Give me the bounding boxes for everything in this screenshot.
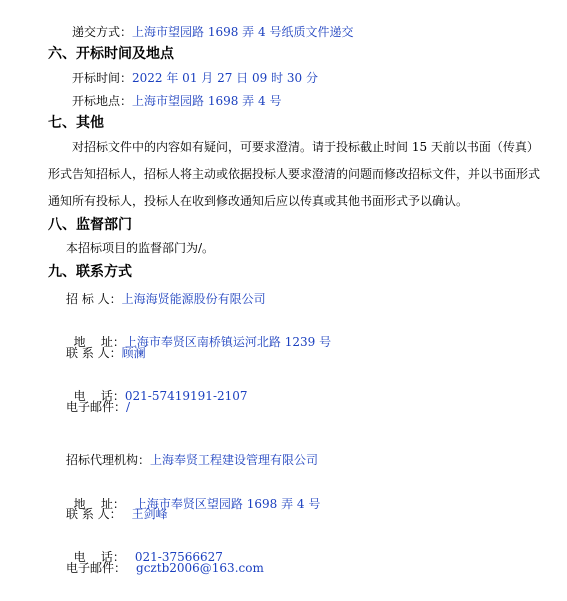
agency-phone-label: 电 话： bbox=[73, 550, 125, 564]
tenderer-contact-label: 联 系 人： bbox=[66, 346, 122, 360]
tenderer-email-line bbox=[66, 399, 130, 415]
agency-email-line bbox=[66, 560, 264, 576]
tenderer-email-label: 电子邮件： bbox=[66, 400, 127, 414]
opening-time-line bbox=[72, 70, 318, 86]
agency-email-value: gcztb2006@163.com bbox=[136, 561, 264, 575]
submission-value: 上海市望园路 1698 弄 4 号纸质文件递交 bbox=[132, 25, 354, 39]
tenderer-name-value: 上海海贤能源股份有限公司 bbox=[121, 292, 266, 306]
tenderer-phone-label: 电 话： bbox=[73, 389, 125, 403]
opening-time-value: 2022 年 01 月 27 日 09 时 30 分 bbox=[132, 71, 318, 85]
tenderer-address-label: 地 址： bbox=[73, 335, 125, 349]
section-7-heading: 七、其他 bbox=[48, 115, 104, 131]
submission-line bbox=[72, 24, 353, 40]
opening-place-line bbox=[72, 93, 281, 109]
tenderer-address-value: 上海市奉贤区南桥镇运河北路 1239 号 bbox=[124, 335, 332, 349]
section-7-text: 对招标文件中的内容如有疑问，可要求澄清。请于投标截止时间 15 天前以书面（传真）形式告知招标人，招标人将主动或依据投标人要求澄清的问题而修改招标文件，并以书面形式通知所有投标人，投标人在收到修改通知后应以传真或其他书面形式予以确认。 bbox=[48, 140, 541, 208]
tenderer-contact-value: 顾澜 bbox=[121, 346, 146, 360]
tenderer-email-value: / bbox=[126, 400, 131, 414]
agency-name-value: 上海奉贤工程建设管理有限公司 bbox=[150, 453, 319, 467]
tenderer-contact-line bbox=[66, 345, 146, 361]
section-6-heading: 六、开标时间及地点 bbox=[48, 46, 174, 62]
section-9-heading: 九、联系方式 bbox=[48, 264, 132, 280]
section-8-heading: 八、监督部门 bbox=[48, 217, 132, 233]
agency-contact-line bbox=[66, 506, 168, 522]
agency-name-label: 招标代理机构： bbox=[66, 453, 151, 467]
agency-contact-value: 王剑峰 bbox=[131, 507, 168, 521]
opening-place-label: 开标地点： bbox=[72, 94, 133, 108]
submission-label: 递交方式： bbox=[72, 25, 133, 39]
opening-time-label: 开标时间： bbox=[72, 71, 133, 85]
tenderer-name-label: 招 标 人： bbox=[66, 292, 122, 306]
agency-address-value: 上海市奉贤区望园路 1698 弄 4 号 bbox=[134, 497, 321, 511]
agency-email-label: 电子邮件： bbox=[66, 561, 127, 575]
tenderer-phone-value: 021-57419191-2107 bbox=[124, 389, 248, 403]
tenderer-name-line bbox=[66, 291, 266, 307]
opening-place-value: 上海市望园路 1698 弄 4 号 bbox=[132, 94, 282, 108]
agency-name-line bbox=[66, 452, 318, 468]
section-8-text: 本招标项目的监督部门为/。 bbox=[66, 241, 215, 255]
agency-phone-value: 021-37566627 bbox=[134, 550, 223, 564]
agency-contact-label: 联 系 人： bbox=[66, 507, 122, 521]
agency-address-label: 地 址： bbox=[73, 497, 125, 511]
